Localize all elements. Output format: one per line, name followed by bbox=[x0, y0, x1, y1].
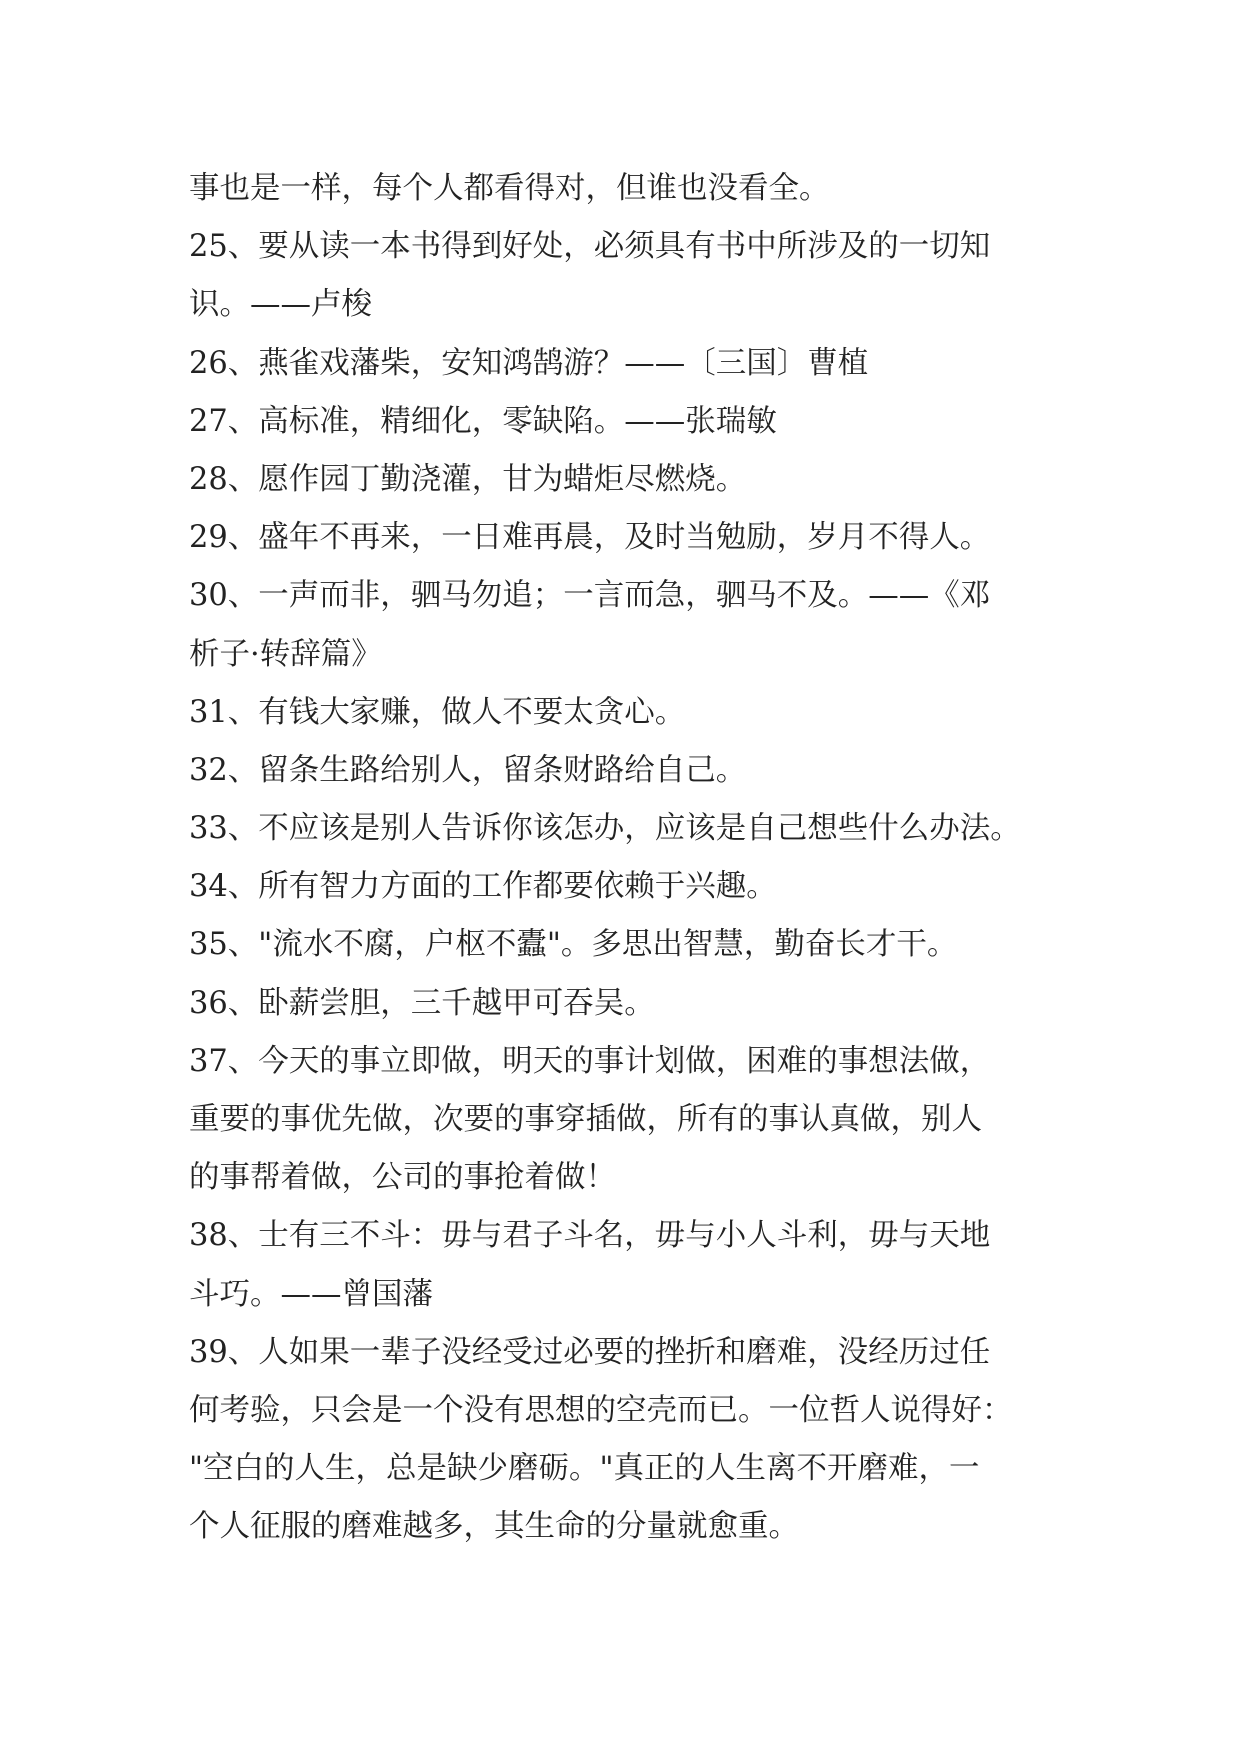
text-line: 析子·转辞篇》 bbox=[189, 636, 382, 672]
text-line: 38、士有三不斗：毋与君子斗名，毋与小人斗利，毋与天地 bbox=[189, 1218, 991, 1254]
text-line: 27、高标准，精细化，零缺陷。——张瑞敏 bbox=[189, 403, 777, 439]
text-line: 33、不应该是别人告诉你该怎办，应该是自己想些什么办法。 bbox=[189, 811, 1021, 847]
text-line: 28、愿作园丁勤浇灌，甘为蜡炬尽燃烧。 bbox=[189, 461, 747, 497]
text-line: 何考验，只会是一个没有思想的空壳而已。一位哲人说得好： bbox=[189, 1392, 1013, 1428]
text-line: 重要的事优先做，次要的事穿插做，所有的事认真做，别人 bbox=[189, 1102, 982, 1137]
text-line: 25、要从读一本书得到好处，必须具有书中所涉及的一切知 bbox=[189, 229, 991, 265]
text-line: "空白的人生，总是缺少磨砺。"真正的人生离不开磨难，一 bbox=[189, 1451, 980, 1487]
text-line: 29、盛年不再来，一日难再晨，及时当勉励，岁月不得人。 bbox=[189, 520, 991, 556]
text-line: 识。——卢梭 bbox=[189, 287, 372, 323]
text-line: 30、一声而非，驷马勿追；一言而急，驷马不及。——《邓 bbox=[189, 578, 991, 614]
text-line: 37、今天的事立即做，明天的事计划做，困难的事想法做， bbox=[189, 1043, 991, 1079]
text-line: 个人征服的磨难越多，其生命的分量就愈重。 bbox=[189, 1509, 799, 1545]
text-line: 39、人如果一辈子没经受过必要的挫折和磨难，没经历过任 bbox=[189, 1334, 991, 1370]
text-line: 斗巧。——曾国藩 bbox=[189, 1276, 433, 1312]
text-line: 35、"流水不腐，户枢不蠹"。多思出智慧，勤奋长才干。 bbox=[189, 927, 958, 963]
text-line: 事也是一样，每个人都看得对，但谁也没看全。 bbox=[189, 171, 830, 206]
text-line: 32、留条生路给别人，留条财路给自己。 bbox=[189, 752, 747, 788]
text-line: 34、所有智力方面的工作都要依赖于兴趣。 bbox=[189, 869, 777, 905]
text-line: 的事帮着做，公司的事抢着做！ bbox=[189, 1160, 616, 1196]
text-line: 36、卧薪尝胆，三千越甲可吞吴。 bbox=[189, 985, 655, 1021]
text-line: 26、燕雀戏藩柴，安知鸿鹄游？——〔三国〕曹植 bbox=[189, 345, 869, 381]
quote-text-block bbox=[189, 160, 1069, 1557]
text-line: 31、有钱大家赚，做人不要太贪心。 bbox=[189, 694, 686, 730]
